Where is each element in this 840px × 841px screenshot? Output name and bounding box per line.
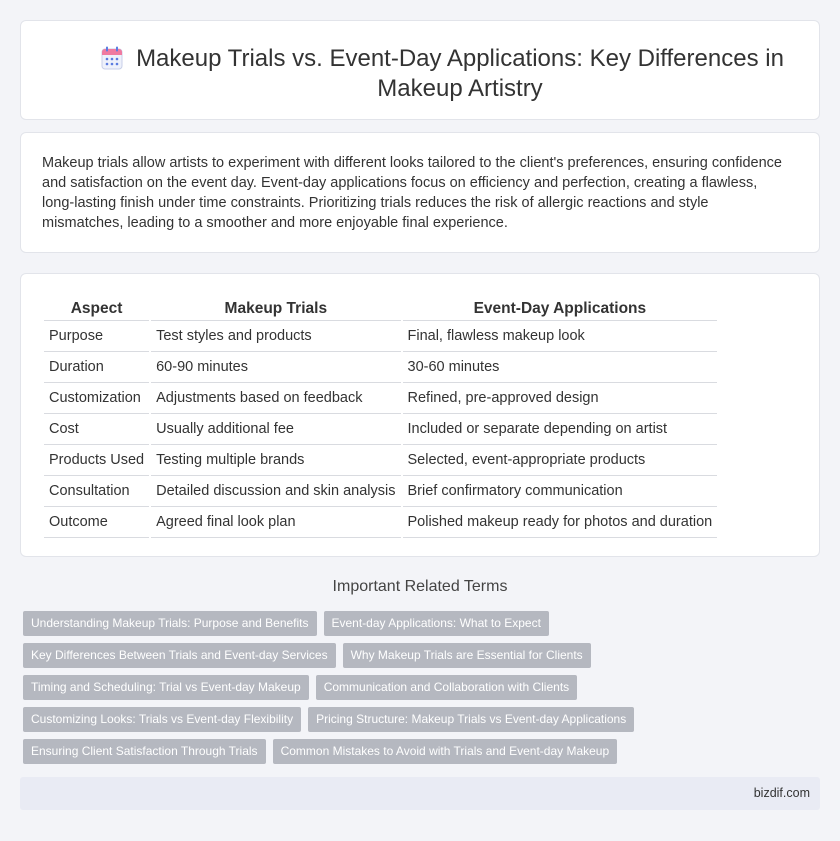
row-trials: 60-90 minutes (151, 352, 400, 383)
related-term-tag[interactable]: Pricing Structure: Makeup Trials vs Event-day Applications (308, 707, 634, 732)
related-terms-title: Important Related Terms (332, 578, 508, 595)
intro-paragraph: Makeup trials allow artists to experiment with different looks tailored to the client's preferences, ensuring confidence and satisfaction on the event day. Event-day applications focus on efficiency and perfection, creating a flawless, long-lasting finish under time constraints. Prioritizing trials reduces the risk of allergic reactions and style mismatches, leading to a smoother and more enjoyable final experience. (42, 155, 782, 231)
tag-row (23, 739, 813, 771)
page-title: Makeup Trials vs. Event-Day Applications: Key Differences in Makeup Artistry (136, 45, 784, 102)
comparison-card (20, 273, 820, 557)
row-event-day: Final, flawless makeup look (403, 321, 718, 352)
row-trials: Detailed discussion and skin analysis (151, 476, 400, 507)
related-term-tag[interactable]: Why Makeup Trials are Essential for Clients (343, 643, 591, 668)
footer (20, 777, 820, 810)
header-makeup-trials: Makeup Trials (151, 294, 400, 321)
table-row (44, 383, 717, 414)
related-term-tag[interactable]: Common Mistakes to Avoid with Trials and Event-day Makeup (273, 739, 618, 764)
table-row (44, 476, 717, 507)
calendar-icon (101, 46, 123, 70)
intro-card (20, 132, 820, 253)
header-aspect: Aspect (44, 294, 149, 321)
related-term-tag[interactable]: Key Differences Between Trials and Event-day Services (23, 643, 336, 668)
table-row (44, 445, 717, 476)
tag-row (23, 611, 813, 643)
row-aspect: Customization (44, 383, 149, 414)
row-aspect: Purpose (44, 321, 149, 352)
tag-row (23, 707, 813, 739)
row-aspect: Duration (44, 352, 149, 383)
row-trials: Testing multiple brands (151, 445, 400, 476)
table-row (44, 321, 717, 352)
row-aspect: Products Used (44, 445, 149, 476)
row-trials: Test styles and products (151, 321, 400, 352)
tag-row (23, 643, 813, 675)
related-terms-list (23, 611, 813, 771)
comparison-table (42, 294, 719, 538)
related-term-tag[interactable]: Ensuring Client Satisfaction Through Trials (23, 739, 266, 764)
row-trials: Usually additional fee (151, 414, 400, 445)
row-aspect: Outcome (44, 507, 149, 538)
row-event-day: Included or separate depending on artist (403, 414, 718, 445)
header-event-day: Event-Day Applications (403, 294, 718, 321)
row-event-day: Polished makeup ready for photos and duration (403, 507, 718, 538)
table-row (44, 352, 717, 383)
related-term-tag[interactable]: Understanding Makeup Trials: Purpose and Benefits (23, 611, 317, 636)
title-card (20, 20, 820, 120)
row-event-day: Refined, pre-approved design (403, 383, 718, 414)
row-trials: Agreed final look plan (151, 507, 400, 538)
footer-site-link[interactable]: bizdif.com (753, 786, 810, 800)
row-aspect: Consultation (44, 476, 149, 507)
row-event-day: 30-60 minutes (403, 352, 718, 383)
row-aspect: Cost (44, 414, 149, 445)
related-term-tag[interactable]: Timing and Scheduling: Trial vs Event-day Makeup (23, 675, 309, 700)
related-term-tag[interactable]: Communication and Collaboration with Clients (316, 675, 577, 700)
table-row (44, 414, 717, 445)
tag-row (23, 675, 813, 707)
row-trials: Adjustments based on feedback (151, 383, 400, 414)
related-term-tag[interactable]: Event-day Applications: What to Expect (324, 611, 549, 636)
table-row (44, 507, 717, 538)
table-header-row (44, 294, 717, 321)
row-event-day: Selected, event-appropriate products (403, 445, 718, 476)
related-term-tag[interactable]: Customizing Looks: Trials vs Event-day Flexibility (23, 707, 301, 732)
row-event-day: Brief confirmatory communication (403, 476, 718, 507)
